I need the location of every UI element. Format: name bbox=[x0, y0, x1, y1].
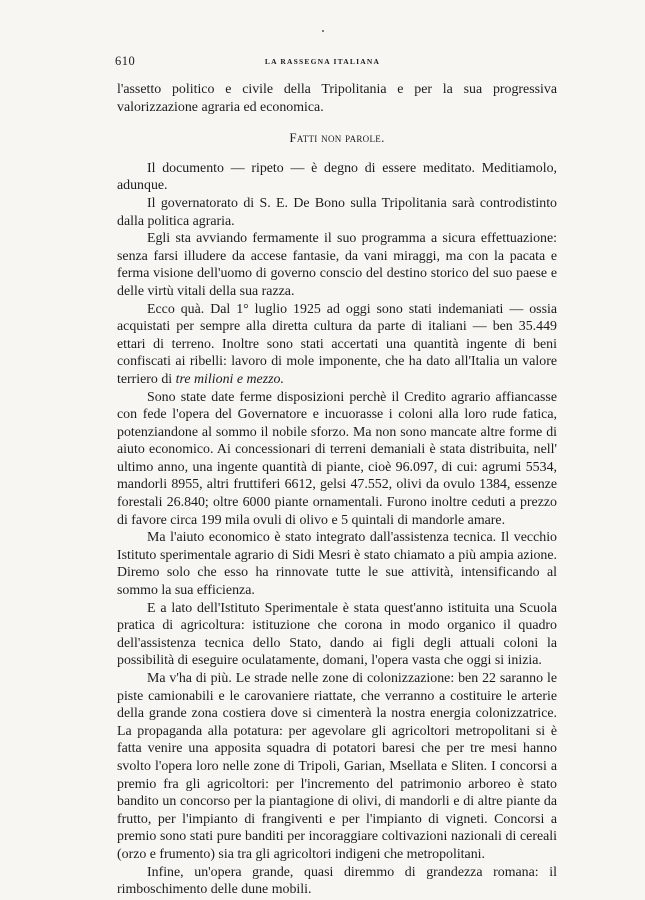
section-title: Fatti non parole. bbox=[289, 130, 385, 146]
paragraph-7: E a lato dell'Istituto Sperimentale è stata quest'anno istituita una Scuola pratica di agricoltura: istituzione che corona in modo organico il quadro dell'assistenza tecnica dello Stato, dando ai figli degli attuali coloni la possibilità di eseguire oculatamente, domani, l'opera vasta che oggi si inizia. bbox=[117, 600, 557, 669]
running-head: LA RASSEGNA ITALIANA bbox=[264, 57, 381, 66]
paragraph-5: Sono state date ferme disposizioni perchè il Credito agrario affiancasse con fede l'opera del Governatore e incuorasse i coloni alla loro rude fatica, potenziandone al sommo il nobile sforzo. Ma non sono mancate altre forme di aiuto economico. Ai concessionari di terreni demaniali è stata distribuita, nell' ultimo anno, una ingente quantità di piante, cioè 96.097, di cui: agrumi 5534, mandorli 8955, altri fruttiferi 6612, gelsi 47.552, olivi da ovulo 1384, essenze forestali 26.840; oltre 6000 piante ornamentali. Furono inoltre ceduti a prezzo di favore circa 199 mila ovuli di olivo e 5 quintali di mandorle amare. bbox=[117, 389, 557, 528]
emphasis-value: tre milioni e mezzo. bbox=[175, 371, 284, 387]
paragraph-8: Ma v'ha di più. Le strade nelle zone di colonizzazione: ben 22 saranno le piste camionabili e le carovaniere riattate, che verranno a costituire le arterie della grande zona costiera dove si cimenterà la nostra energia colonizzatrice. La propaganda alla potatura: per agevolare gli agricoltori metropolitani si è fatta venire una apposita squadra di potatori baresi che per tre mesi hanno svolto l'opera loro nelle zone di Tripoli, Garian, Msellata e Sliten. I concorsi a premio fra gli agricoltori: per l'incremento del patrimonio arboreo è stato bandito un concorso per la piantagione di olivi, di mandorli e di altre piante da frutto, per l'impianto di frangiventi e per l'impianto di vigneti. Concorsi a premio sono stati pure banditi per incoraggiare coltivazioni nazionali di cereali (orzo e frumento) sia tra gli agricoltori indigeni che metropolitani. bbox=[117, 671, 557, 862]
paragraph-4 bbox=[117, 301, 557, 389]
paragraph-9: Infine, un'opera grande, quasi diremmo di grandezza romana: il rimboschimento delle dune mobili. bbox=[117, 864, 557, 898]
paragraph-4-text: Ecco quà. Dal 1° luglio 1925 ad oggi sono stati indemaniati — ossia acquistati per sempre alla diretta cultura da parte di italiani — ben 35.449 ettari di terreno. Inoltre sono stati accertati una quantità ingente di beni confiscati ai ribelli: lavoro di mole imponente, che ha dato all'Italia un valore terriero di bbox=[117, 301, 557, 387]
print-speck bbox=[322, 30, 324, 32]
page-number: 610 bbox=[115, 54, 136, 68]
paragraph-6: Ma l'aiuto economico è stato integrato dall'assistenza tecnica. Il vecchio Istituto sperimentale agrario di Sidi Mesri è stato chiamato a più ampia azione. Diremo solo che esso ha rinnovate tutte le sue attività, intensificando al sommo la sua efficienza. bbox=[117, 530, 557, 599]
paragraph-3: Egli sta avviando fermamente il suo programma a sicura effettuazione: senza farsi illudere da accese fantasie, da vani miraggi, ma con la pacata e ferma visione dell'uomo di governo conscio del destino storico del suo paese e delle virtù vitali della sua razza. bbox=[117, 231, 557, 299]
paragraph-1: Il documento — ripeto — è degno di essere meditato. Meditiamolo, adunque. bbox=[117, 160, 557, 194]
paragraph-2: Il governatorato di S. E. De Bono sulla Tripolitania sarà controdistinto dalla politica agraria. bbox=[117, 195, 557, 229]
opening-paragraph: l'assetto politico e civile della Tripolitania e per la sua progressiva valorizzazione agraria ed economica. bbox=[117, 82, 557, 115]
main-text bbox=[117, 81, 557, 899]
